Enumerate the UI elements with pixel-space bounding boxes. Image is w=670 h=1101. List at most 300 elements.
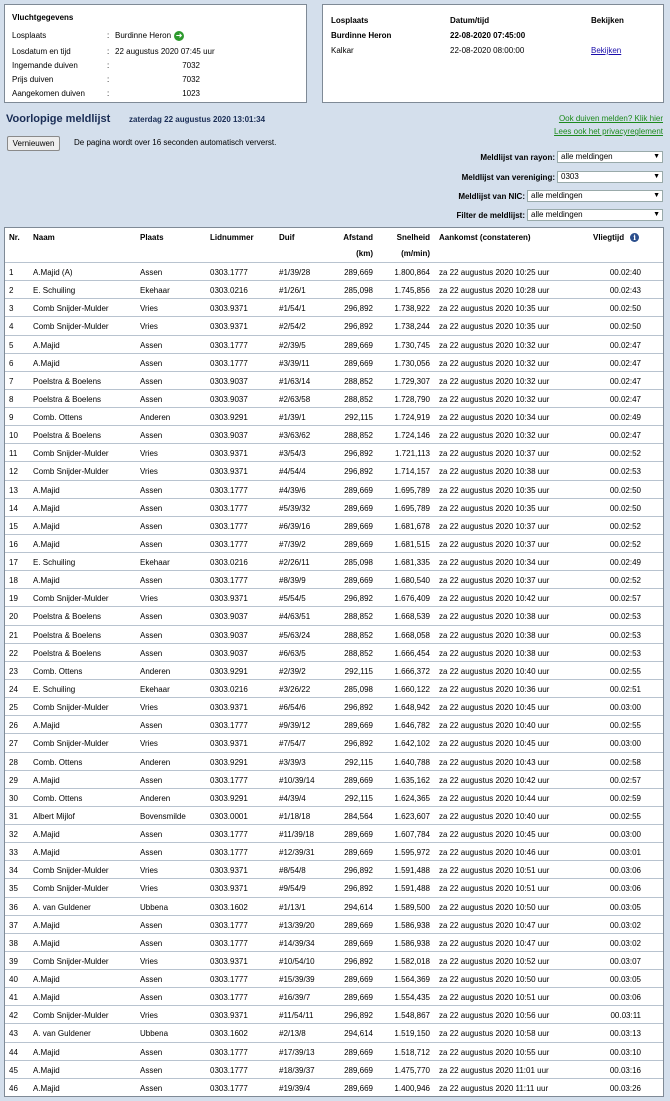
cell-vliegtijd: 00.02:50	[609, 503, 641, 513]
cell-snelheid: 1.582,018	[394, 956, 430, 966]
col-aankomst: Aankomst (constateren)	[439, 233, 531, 242]
chevron-down-icon: ▼	[653, 192, 660, 199]
cell-duif: #1/13/1	[279, 902, 306, 912]
cell-aankomst: za 22 augustus 2020 10:38 uur	[439, 630, 550, 640]
cell-afstand: 296,892	[344, 884, 373, 894]
cell-snelheid: 1.624,365	[394, 793, 430, 803]
cell-vliegtijd: 00.02:53	[609, 612, 641, 622]
cell-naam: Poelstra & Boelens	[33, 630, 102, 640]
table-row	[5, 1023, 663, 1041]
cell-vliegtijd: 00.02:52	[609, 539, 641, 549]
cell-plaats: Assen	[140, 485, 163, 495]
cell-naam: A.Majid	[33, 993, 60, 1003]
cell-lidnummer: 0303.1777	[210, 1083, 248, 1093]
cell-afstand: 289,669	[344, 503, 373, 513]
cell-snelheid: 1.668,539	[394, 612, 430, 622]
cell-duif: #4/63/51	[279, 612, 311, 622]
cell-nr: 41	[9, 993, 18, 1003]
cell-snelheid: 1.591,488	[394, 884, 430, 894]
cell-snelheid: 1.554,435	[394, 993, 430, 1003]
table-row	[5, 969, 663, 987]
cell-naam: A.Majid	[33, 938, 60, 948]
table-row	[5, 316, 663, 334]
cell-nr: 32	[9, 830, 18, 840]
cell-vliegtijd: 00.03:06	[609, 884, 641, 894]
cell-snelheid: 1.800,864	[394, 268, 430, 277]
cell-afstand: 289,669	[344, 358, 373, 368]
cell-aankomst: za 22 augustus 2020 10:40 uur	[439, 811, 550, 821]
cell-snelheid: 1.730,056	[394, 358, 430, 368]
cell-nr: 5	[9, 340, 14, 350]
cell-afstand: 296,892	[344, 467, 373, 477]
flight-info-title: Vluchtgegevens	[12, 13, 74, 22]
cell-lidnummer: 0303.9371	[210, 884, 248, 894]
cell-aankomst: za 22 augustus 2020 10:51 uur	[439, 993, 550, 1003]
cell-naam: Comb Snijder-Mulder	[33, 449, 109, 459]
arrow-right-icon[interactable]: ➜	[175, 30, 183, 40]
cell-nr: 4	[9, 322, 14, 332]
cell-duif: #2/39/2	[279, 666, 306, 676]
cell-lidnummer: 0303.9371	[210, 703, 248, 713]
table-row	[5, 915, 663, 933]
cell-aankomst: za 22 augustus 2020 10:50 uur	[439, 902, 550, 912]
cell-duif: #5/54/5	[279, 594, 306, 604]
table-row	[5, 643, 663, 661]
cell-naam: E. Schuiling	[33, 286, 76, 296]
info-row-losdatum: Losdatum en tijd : 22 augustus 2020 07:45 uur	[12, 47, 215, 56]
table-row	[5, 443, 663, 461]
cell-snelheid: 1.695,789	[394, 503, 430, 513]
cell-naam: A.Majid	[33, 539, 60, 549]
cell-naam: Poelstra & Boelens	[33, 612, 102, 622]
table-row	[5, 353, 663, 371]
cell-lidnummer: 0303.0216	[210, 286, 248, 296]
cell-vliegtijd: 00.02:59	[609, 793, 641, 803]
cell-lidnummer: 0303.1777	[210, 1065, 248, 1075]
cell-vliegtijd: 00.02:47	[609, 431, 641, 441]
cell-afstand: 289,669	[344, 521, 373, 531]
table-row	[5, 371, 663, 389]
losplaats-value: Burdinne Heron	[115, 31, 172, 40]
cell-lidnummer: 0303.1777	[210, 975, 248, 985]
cell-plaats: Ekehaar	[140, 558, 170, 568]
vereniging-select[interactable]: 0303 ▼	[557, 171, 663, 183]
cell-duif: #9/39/12	[279, 721, 311, 731]
cell-vliegtijd: 00.02:52	[609, 576, 641, 586]
cell-aankomst: za 22 augustus 2020 10:42 uur	[439, 775, 550, 785]
cell-duif: #10/39/14	[279, 775, 315, 785]
cell-duif: #3/39/3	[279, 757, 306, 767]
flights-header-date: Datum/tijd	[450, 16, 490, 25]
refresh-button[interactable]: Vernieuwen	[7, 136, 60, 151]
cell-vliegtijd: 00.03:11	[610, 1011, 641, 1021]
cell-nr: 29	[9, 775, 18, 785]
cell-nr: 14	[9, 503, 18, 513]
cell-plaats: Assen	[140, 376, 163, 386]
table-row	[5, 715, 663, 733]
flight-place: Burdinne Heron	[331, 31, 392, 40]
table-row	[5, 987, 663, 1005]
cell-vliegtijd: 00.02:52	[609, 449, 641, 459]
cell-nr: 19	[9, 594, 18, 604]
flight-date: 22-08-2020 08:00:00	[450, 46, 525, 55]
table-row	[5, 824, 663, 842]
view-flight-link[interactable]: Bekijken	[591, 46, 622, 55]
cell-afstand: 289,669	[344, 938, 373, 948]
cell-afstand: 292,115	[344, 666, 373, 676]
cell-naam: Comb Snijder-Mulder	[33, 304, 109, 314]
cell-vliegtijd: 00.02:53	[609, 630, 641, 640]
cell-snelheid: 1.595,972	[394, 848, 430, 858]
cell-nr: 45	[9, 1065, 18, 1075]
cell-naam: Comb Snijder-Mulder	[33, 884, 109, 894]
cell-afstand: 289,669	[344, 268, 373, 277]
cell-nr: 7	[9, 376, 14, 386]
cell-vliegtijd: 00.02:40	[609, 268, 641, 277]
cell-aankomst: za 22 augustus 2020 10:34 uur	[439, 413, 550, 423]
cell-aankomst: za 22 augustus 2020 10:37 uur	[439, 539, 550, 549]
cell-plaats: Assen	[140, 920, 163, 930]
cell-plaats: Assen	[140, 1047, 163, 1057]
cell-afstand: 296,892	[344, 956, 373, 966]
cell-aankomst: za 22 augustus 2020 10:35 uur	[439, 304, 550, 314]
cell-aankomst: za 22 augustus 2020 10:51 uur	[439, 884, 550, 894]
cell-plaats: Vries	[140, 594, 158, 604]
cell-snelheid: 1.586,938	[394, 920, 430, 930]
cell-plaats: Assen	[140, 1083, 163, 1093]
cell-naam: A.Majid	[33, 721, 60, 731]
cell-lidnummer: 0303.9371	[210, 322, 248, 332]
cell-aankomst: za 22 augustus 2020 10:35 uur	[439, 503, 550, 513]
cell-duif: #1/39/1	[279, 413, 306, 423]
cell-vliegtijd: 00.03:10	[609, 1047, 641, 1057]
cell-nr: 44	[9, 1047, 18, 1057]
cell-snelheid: 1.714,157	[394, 467, 430, 477]
cell-duif: #3/63/62	[279, 431, 311, 441]
cell-lidnummer: 0303.9291	[210, 757, 248, 767]
cell-vliegtijd: 00.03:00	[609, 830, 641, 840]
filter-label-vereniging: Meldlijst van vereniging:	[461, 173, 555, 182]
cell-afstand: 288,852	[344, 431, 373, 441]
cell-vliegtijd: 00.03:00	[609, 739, 641, 749]
cell-naam: A.Majid	[33, 1083, 60, 1093]
cell-plaats: Assen	[140, 775, 163, 785]
cell-vliegtijd: 00.02:47	[609, 340, 641, 350]
cell-aankomst: za 22 augustus 2020 10:32 uur	[439, 376, 550, 386]
cell-snelheid: 1.642,102	[394, 739, 430, 749]
cell-plaats: Assen	[140, 993, 163, 1003]
cell-lidnummer: 0303.9037	[210, 630, 248, 640]
cell-vliegtijd: 00.03:05	[609, 902, 641, 912]
table-row	[5, 933, 663, 951]
cell-plaats: Vries	[140, 467, 158, 477]
cell-lidnummer: 0303.0216	[210, 684, 248, 694]
cell-nr: 27	[9, 739, 18, 749]
cell-afstand: 289,669	[344, 993, 373, 1003]
cell-naam: Comb. Ottens	[33, 793, 83, 803]
nic-select[interactable]: alle meldingen ▼	[527, 190, 663, 202]
cell-snelheid: 1.728,790	[394, 394, 430, 404]
cell-lidnummer: 0303.9371	[210, 449, 248, 459]
cell-snelheid: 1.676,409	[394, 594, 430, 604]
cell-aankomst: za 22 augustus 2020 10:50 uur	[439, 975, 550, 985]
cell-snelheid: 1.635,162	[394, 775, 430, 785]
table-row	[5, 806, 663, 824]
cell-afstand: 296,892	[344, 739, 373, 749]
cell-snelheid: 1.640,788	[394, 757, 430, 767]
cell-nr: 8	[9, 394, 14, 404]
cell-aankomst: za 22 augustus 2020 10:32 uur	[439, 394, 550, 404]
cell-snelheid: 1.591,488	[394, 866, 430, 876]
cell-lidnummer: 0303.1777	[210, 503, 248, 513]
cell-plaats: Assen	[140, 630, 163, 640]
cell-aankomst: za 22 augustus 2020 10:47 uur	[439, 938, 550, 948]
cell-afstand: 288,852	[344, 612, 373, 622]
cell-plaats: Assen	[140, 721, 163, 731]
cell-naam: E. Schuiling	[33, 684, 76, 694]
cell-duif: #7/54/7	[279, 739, 306, 749]
cell-aankomst: za 22 augustus 2020 10:45 uur	[439, 739, 550, 749]
cell-plaats: Assen	[140, 576, 163, 586]
cell-nr: 10	[9, 431, 18, 441]
cell-vliegtijd: 00.03:02	[609, 938, 641, 948]
cell-naam: A. van Guldener	[33, 1029, 91, 1039]
cell-snelheid: 1.724,146	[394, 431, 430, 441]
cell-plaats: Bovensmilde	[140, 811, 186, 821]
table-row	[5, 407, 663, 425]
cell-nr: 28	[9, 757, 18, 767]
table-row	[5, 1042, 663, 1060]
cell-lidnummer: 0303.1602	[210, 902, 248, 912]
cell-plaats: Vries	[140, 956, 158, 966]
table-row	[5, 298, 663, 316]
cell-duif: #6/39/16	[279, 521, 311, 531]
cell-naam: A.Majid	[33, 848, 60, 858]
cell-nr: 36	[9, 902, 18, 912]
table-row	[5, 860, 663, 878]
cell-plaats: Vries	[140, 449, 158, 459]
info-row-aangekomen: Aangekomen duiven : 1023	[12, 89, 200, 98]
cell-nr: 34	[9, 866, 18, 876]
col-afstand: Afstand	[343, 233, 373, 242]
cell-duif: #1/54/1	[279, 304, 306, 314]
cell-duif: #3/26/22	[279, 684, 311, 694]
table-row	[5, 516, 663, 534]
cell-plaats: Assen	[140, 431, 163, 441]
cell-afstand: 294,614	[344, 902, 373, 912]
rayon-select[interactable]: alle meldingen ▼	[557, 151, 663, 163]
cell-nr: 2	[9, 286, 14, 296]
table-row	[5, 788, 663, 806]
cell-afstand: 285,098	[344, 684, 373, 694]
table-row	[5, 733, 663, 751]
cell-aankomst: za 22 augustus 2020 11:01 uur	[439, 1065, 549, 1075]
cell-aankomst: za 22 augustus 2020 10:45 uur	[439, 830, 550, 840]
cell-aankomst: za 22 augustus 2020 10:35 uur	[439, 485, 550, 495]
table-row	[5, 697, 663, 715]
cell-naam: Comb Snijder-Mulder	[33, 322, 109, 332]
cell-plaats: Assen	[140, 830, 163, 840]
table-row	[5, 389, 663, 407]
cell-duif: #4/54/4	[279, 467, 306, 477]
cell-lidnummer: 0303.9291	[210, 793, 248, 803]
cell-vliegtijd: 00.02:53	[609, 648, 641, 658]
cell-duif: #3/39/11	[279, 358, 310, 368]
cell-aankomst: za 22 augustus 2020 10:38 uur	[439, 467, 550, 477]
table-row	[5, 878, 663, 896]
cell-duif: #12/39/31	[279, 848, 315, 858]
cell-snelheid: 1.730,745	[394, 340, 430, 350]
cell-snelheid: 1.721,113	[395, 449, 430, 459]
cell-vliegtijd: 00.02:53	[609, 467, 641, 477]
cell-plaats: Ekehaar	[140, 286, 170, 296]
table-row	[5, 480, 663, 498]
col-lidnummer: Lidnummer	[210, 233, 254, 242]
cell-aankomst: za 22 augustus 2020 10:32 uur	[439, 340, 550, 350]
cell-plaats: Assen	[140, 975, 163, 985]
cell-vliegtijd: 00.02:49	[609, 558, 641, 568]
cell-plaats: Vries	[140, 304, 158, 314]
cell-duif: #8/39/9	[279, 576, 306, 586]
cell-duif: #2/63/58	[279, 394, 311, 404]
cell-vliegtijd: 00.03:01	[609, 848, 641, 858]
table-row	[5, 498, 663, 516]
cell-snelheid: 1.738,244	[394, 322, 430, 332]
cell-lidnummer: 0303.1777	[210, 938, 248, 948]
cell-nr: 30	[9, 793, 18, 803]
table-row	[5, 425, 663, 443]
cell-duif: #15/39/39	[279, 975, 315, 985]
cell-aankomst: za 22 augustus 2020 10:42 uur	[439, 594, 550, 604]
cell-nr: 1	[9, 268, 14, 277]
cell-nr: 38	[9, 938, 18, 948]
cell-vliegtijd: 00.02:50	[609, 304, 641, 314]
cell-lidnummer: 0303.1777	[210, 576, 248, 586]
cell-duif: #1/18/18	[279, 811, 311, 821]
cell-nr: 15	[9, 521, 18, 531]
cell-naam: Comb Snijder-Mulder	[33, 594, 109, 604]
cell-duif: #9/54/9	[279, 884, 306, 894]
report-pigeons-link[interactable]: Ook duiven melden? Klik hier	[558, 114, 663, 123]
cell-afstand: 292,115	[344, 413, 373, 423]
cell-afstand: 288,852	[344, 630, 373, 640]
cell-aankomst: za 22 augustus 2020 10:37 uur	[439, 449, 550, 459]
cell-snelheid: 1.724,919	[394, 413, 430, 423]
cell-afstand: 292,115	[344, 757, 373, 767]
cell-vliegtijd: 00.02:47	[609, 394, 641, 404]
cell-vliegtijd: 00.02:58	[609, 757, 641, 767]
cell-nr: 43	[9, 1029, 18, 1039]
cell-naam: A.Majid	[33, 1047, 60, 1057]
cell-snelheid: 1.668,058	[394, 630, 430, 640]
cell-lidnummer: 0303.9371	[210, 739, 248, 749]
table-row	[5, 1005, 663, 1023]
cell-naam: A.Majid (A)	[33, 268, 73, 277]
cell-snelheid: 1.586,938	[394, 938, 430, 948]
filter-label-rayon: Meldlijst van rayon:	[480, 153, 555, 162]
cell-naam: Poelstra & Boelens	[33, 376, 102, 386]
cell-vliegtijd: 00.03:16	[609, 1065, 641, 1075]
cell-snelheid: 1.648,942	[394, 703, 430, 713]
info-row-losplaats: Losplaats : Burdinne Heron ➜	[12, 30, 183, 40]
cell-lidnummer: 0303.1777	[210, 848, 248, 858]
cell-plaats: Ubbena	[140, 902, 169, 912]
cell-naam: E. Schuiling	[33, 558, 76, 568]
col-naam: Naam	[33, 233, 55, 242]
cell-afstand: 296,892	[344, 1011, 373, 1021]
cell-aankomst: za 22 augustus 2020 10:43 uur	[439, 757, 550, 767]
table-row	[5, 842, 663, 860]
cell-plaats: Assen	[140, 268, 163, 277]
cell-afstand: 289,669	[344, 1047, 373, 1057]
cell-snelheid: 1.548,867	[394, 1011, 430, 1021]
cell-naam: A.Majid	[33, 340, 60, 350]
cell-afstand: 289,669	[344, 340, 373, 350]
cell-nr: 20	[9, 612, 18, 622]
info-icon[interactable]: i	[630, 233, 639, 242]
cell-vliegtijd: 00.02:52	[609, 521, 641, 531]
cell-plaats: Assen	[140, 394, 163, 404]
cell-aankomst: za 22 augustus 2020 10:28 uur	[439, 286, 550, 296]
cell-duif: #16/39/7	[279, 993, 311, 1003]
cell-lidnummer: 0303.1777	[210, 340, 248, 350]
table-row	[5, 606, 663, 624]
cell-aankomst: za 22 augustus 2020 10:37 uur	[439, 521, 550, 531]
cell-snelheid: 1.681,515	[394, 539, 430, 549]
cell-afstand: 289,669	[344, 975, 373, 985]
cell-vliegtijd: 00.02:55	[609, 666, 641, 676]
cell-naam: A.Majid	[33, 775, 60, 785]
cell-afstand: 284,564	[344, 811, 373, 821]
cell-duif: #4/39/4	[279, 793, 306, 803]
cell-nr: 46	[9, 1083, 18, 1093]
cell-plaats: Assen	[140, 503, 163, 513]
cell-plaats: Anderen	[140, 757, 171, 767]
table-row	[5, 534, 663, 552]
cell-plaats: Assen	[140, 358, 163, 368]
cell-duif: #5/39/32	[279, 503, 311, 513]
meldlijst-filter-select[interactable]: alle meldingen ▼	[527, 209, 663, 221]
cell-naam: A.Majid	[33, 975, 60, 985]
table-row	[5, 770, 663, 788]
cell-lidnummer: 0303.1777	[210, 358, 248, 368]
cell-duif: #10/54/10	[279, 956, 315, 966]
cell-duif: #6/54/6	[279, 703, 306, 713]
col-snelheid-unit: (m/min)	[401, 249, 430, 258]
cell-duif: #11/39/18	[279, 830, 314, 840]
table-row	[5, 588, 663, 606]
cell-afstand: 285,098	[344, 558, 373, 568]
cell-duif: #5/63/24	[279, 630, 311, 640]
cell-lidnummer: 0303.9371	[210, 594, 248, 604]
cell-naam: A.Majid	[33, 521, 60, 531]
cell-lidnummer: 0303.1602	[210, 1029, 248, 1039]
cell-aankomst: za 22 augustus 2020 10:34 uur	[439, 558, 550, 568]
privacy-link[interactable]: Lees ook het privacyreglement	[554, 127, 663, 136]
cell-afstand: 288,852	[344, 376, 373, 386]
cell-afstand: 289,669	[344, 920, 373, 930]
cell-snelheid: 1.666,372	[394, 666, 430, 676]
cell-naam: A.Majid	[33, 485, 60, 495]
cell-lidnummer: 0303.1777	[210, 539, 248, 549]
cell-plaats: Ubbena	[140, 1029, 169, 1039]
cell-plaats: Anderen	[140, 413, 171, 423]
table-row	[5, 897, 663, 915]
cell-snelheid: 1.660,122	[394, 684, 430, 694]
cell-aankomst: za 22 augustus 2020 10:38 uur	[439, 612, 550, 622]
cell-snelheid: 1.518,712	[394, 1047, 430, 1057]
cell-lidnummer: 0303.9291	[210, 666, 248, 676]
